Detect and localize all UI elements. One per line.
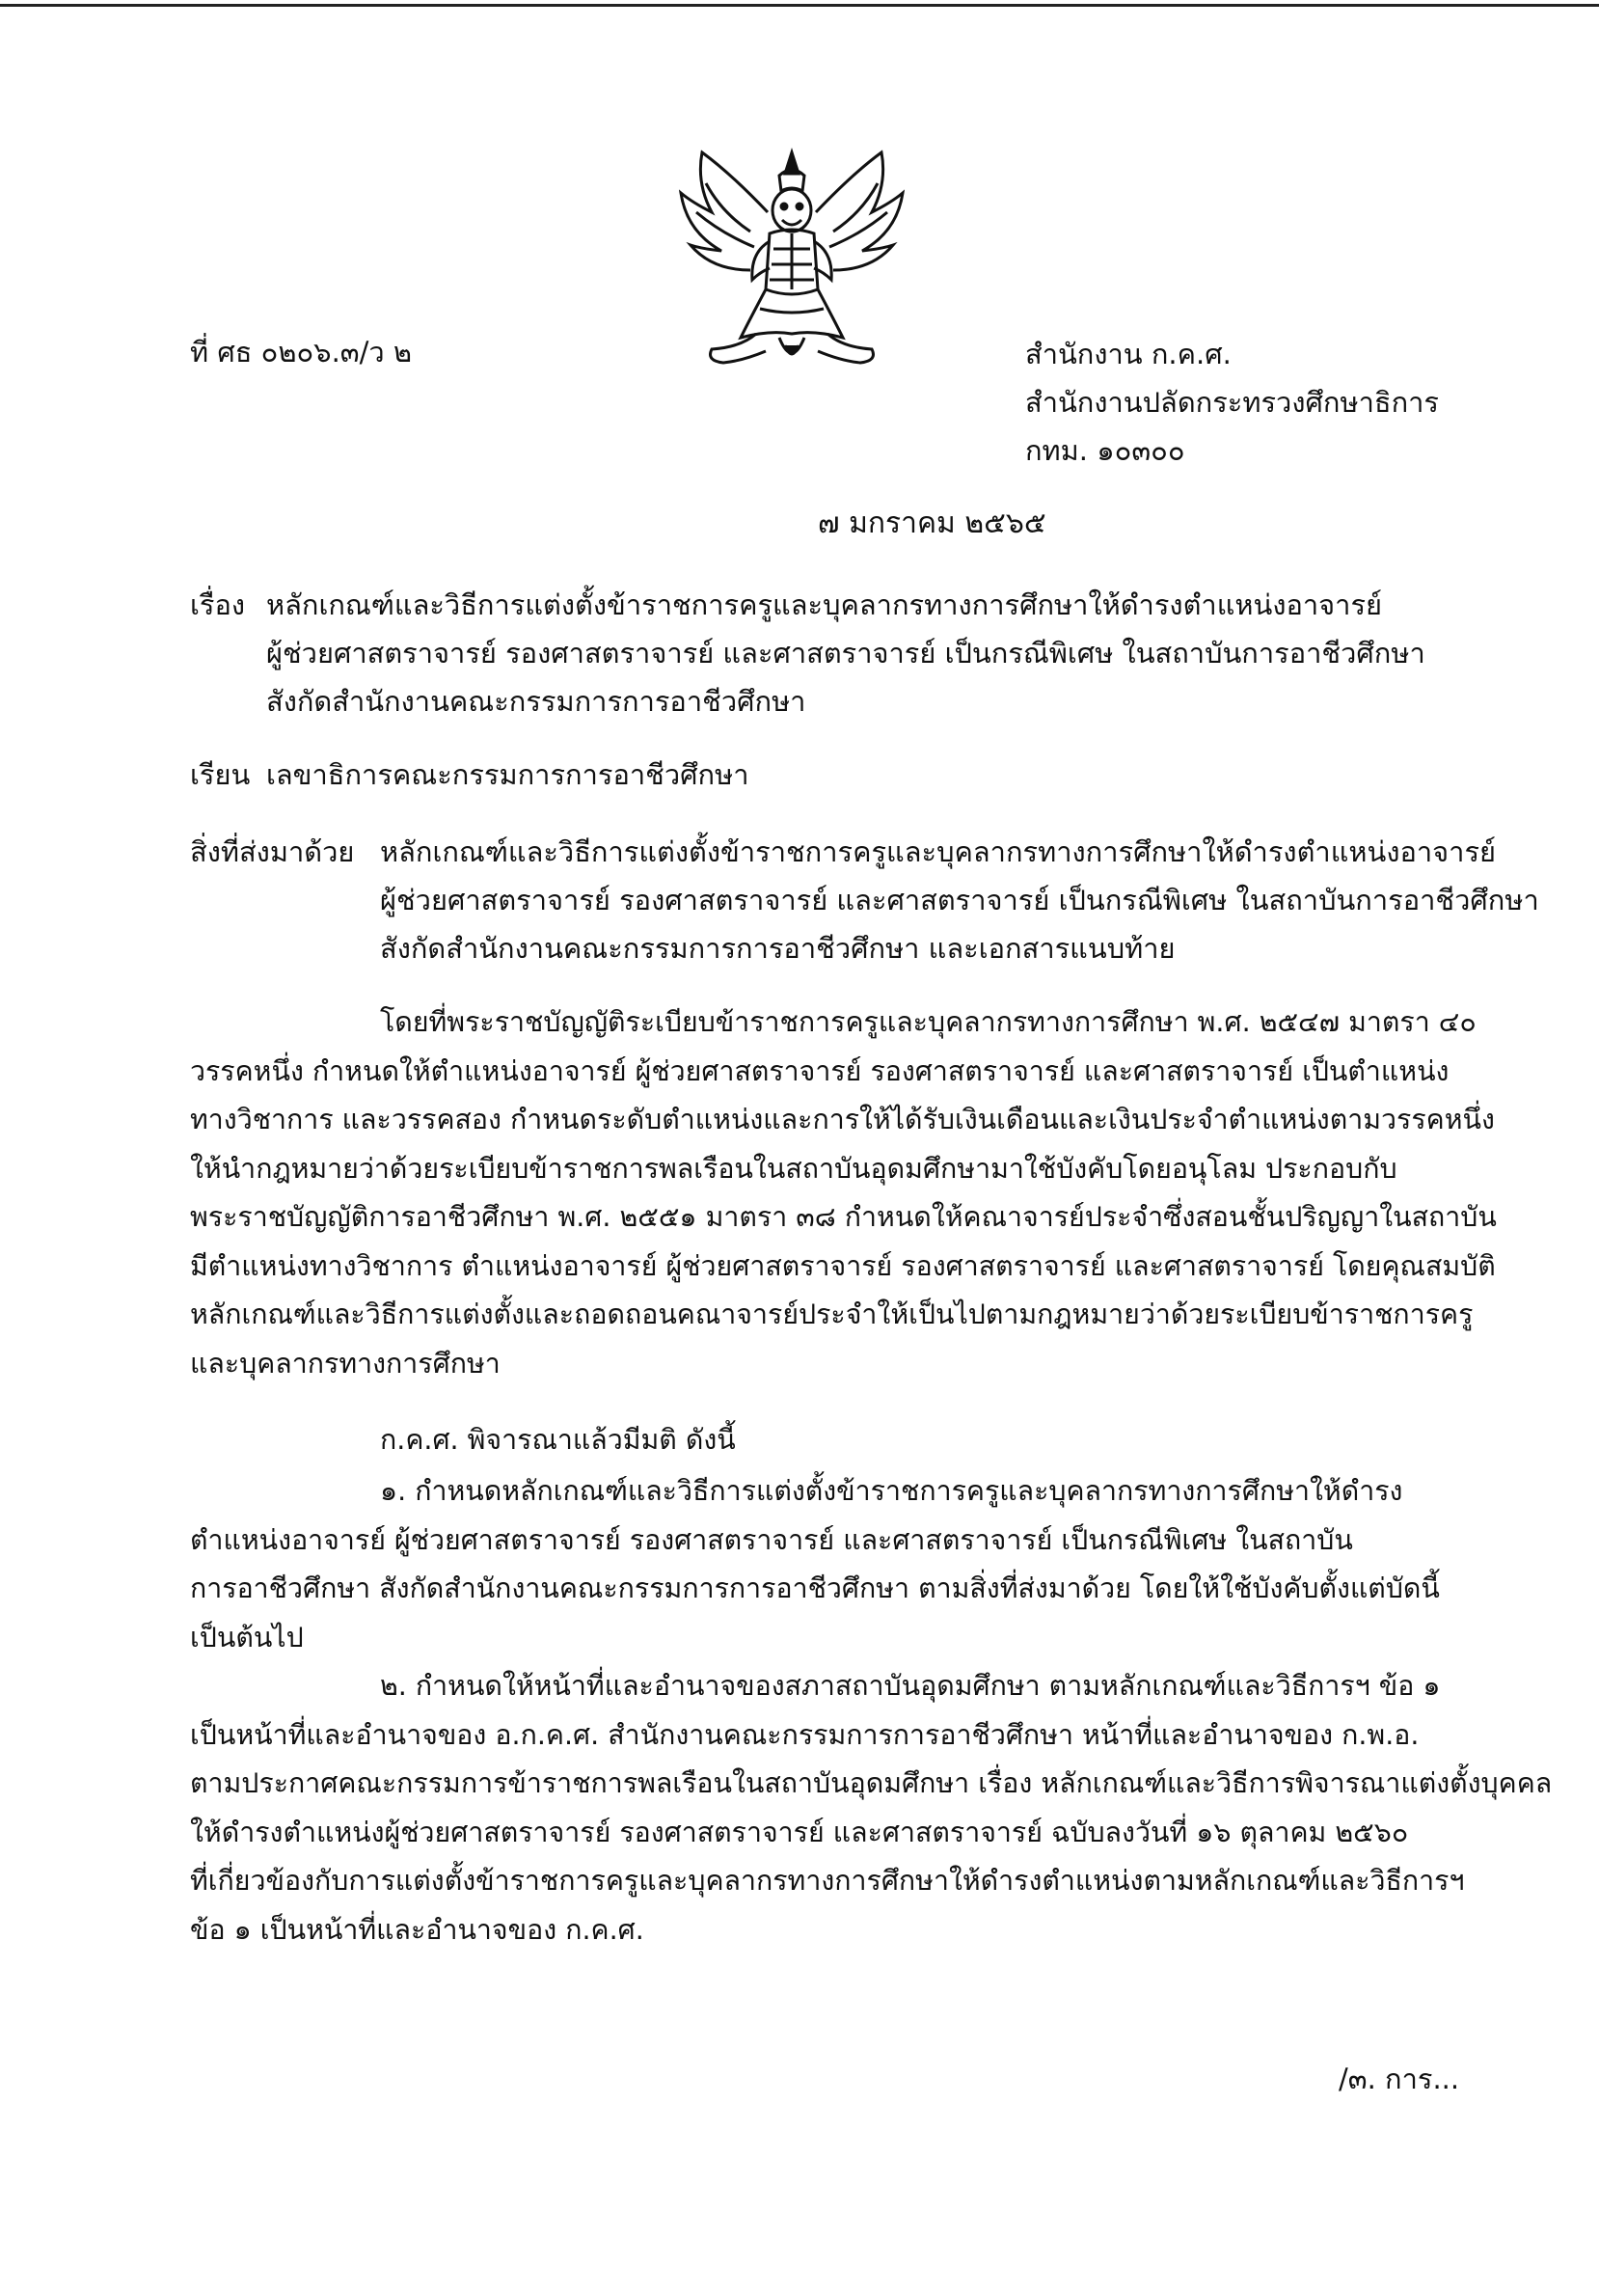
paragraph-line: เป็นต้นไป <box>190 1621 304 1654</box>
garuda-emblem-icon <box>673 145 910 376</box>
office-line: สำนักงาน ก.ค.ศ. <box>1025 338 1232 370</box>
paragraph-line: ทางวิชาการ และวรรคสอง กำหนดระดับตำแหน่งและการให้ได้รับเงินเดือนและเงินประจำตำแหน่งตามวรรคหนึ่ง <box>190 1104 1495 1135</box>
recipient-label: เรียน <box>190 758 251 791</box>
paragraph-line: โดยที่พระราชบัญญัติระเบียบข้าราชการครูและบุคลากรทางการศึกษา พ.ศ. ๒๕๔๗ มาตรา ๔๐ <box>380 1006 1477 1038</box>
sender-office-block <box>1025 330 1439 475</box>
paragraph-line: เป็นหน้าที่และอำนาจของ อ.ก.ค.ศ. สำนักงานคณะกรรมการการอาชีวศึกษา หน้าที่และอำนาจของ ก.พ.อ. <box>190 1718 1420 1751</box>
paragraph-line: การอาชีวศึกษา สังกัดสำนักงานคณะกรรมการการอาชีวศึกษา ตามสิ่งที่ส่งมาด้วย โดยให้ใช้บังคับตั้งแต่บัดนี้ <box>190 1572 1440 1604</box>
paragraph-line: ตำแหน่งอาจารย์ ผู้ช่วยศาสตราจารย์ รองศาสตราจารย์ และศาสตราจารย์ เป็นกรณีพิเศษ ในสถาบัน <box>190 1523 1353 1556</box>
paragraph-line: ๒. กำหนดให้หน้าที่และอำนาจของสภาสถาบันอุดมศึกษา ตามหลักเกณฑ์และวิธีการฯ ข้อ ๑ <box>380 1670 1441 1702</box>
paragraph-line: ข้อ ๑ เป็นหน้าที่และอำนาจของ ก.ค.ศ. <box>190 1913 644 1946</box>
paragraph-line: ที่เกี่ยวข้องกับการแต่งตั้งข้าราชการครูและบุคลากรทางการศึกษาให้ดำรงตำแหน่งตามหลักเกณฑ์และวิธีการฯ <box>190 1865 1465 1897</box>
paragraph-line: ให้นำกฎหมายว่าด้วยระเบียบข้าราชการพลเรือนในสถาบันอุดมศึกษามาใช้บังคับโดยอนุโลม ประกอบกับ <box>190 1152 1397 1185</box>
paragraph-line: มีตำแหน่งทางวิชาการ ตำแหน่งอาจารย์ ผู้ช่วยศาสตราจารย์ รองศาสตราจารย์ และศาสตราจารย์ โดยคุณสมบัติ <box>190 1249 1496 1282</box>
subject-label: เรื่อง <box>190 588 246 621</box>
paragraph-line: พระราชบัญญัติการอาชีวศึกษา พ.ศ. ๒๕๕๑ มาตรา ๓๘ กำหนดให้คณาจารย์ประจำซึ่งสอนชั้นปริญญาในสถาบัน <box>190 1201 1497 1233</box>
enclosure-line: สังกัดสำนักงานคณะกรรมการการอาชีวศึกษา และเอกสารแนบท้าย <box>380 932 1176 965</box>
paragraph-line: ตามประกาศคณะกรรมการข้าราชการพลเรือนในสถาบันอุดมศึกษา เรื่อง หลักเกณฑ์และวิธีการพิจารณาแต่งตั้งบุคคล <box>190 1767 1553 1799</box>
document-number: ที่ ศธ ๐๒๐๖.๓/ว ๒ <box>190 336 413 369</box>
resolution-item-2 <box>190 1662 1552 1954</box>
office-line: กทม. ๑๐๓๐๐ <box>1025 434 1185 467</box>
letter-date: ๗ มกราคม ๒๕๖๕ <box>818 506 1046 540</box>
enclosure-block <box>380 828 1539 972</box>
enclosure-label: สิ่งที่ส่งมาด้วย <box>190 835 355 868</box>
enclosure-line: ผู้ช่วยศาสตราจารย์ รองศาสตราจารย์ และศาสตราจารย์ เป็นกรณีพิเศษ ในสถาบันการอาชีวศึกษา <box>380 884 1539 916</box>
paragraph-line: และบุคลากรทางการศึกษา <box>190 1347 501 1380</box>
body-paragraph-1 <box>190 998 1497 1388</box>
enclosure-line: หลักเกณฑ์และวิธีการแต่งตั้งข้าราชการครูและบุคลากรทางการศึกษาให้ดำรงตำแหน่งอาจารย์ <box>380 835 1497 868</box>
subject-line: หลักเกณฑ์และวิธีการแต่งตั้งข้าราชการครูและบุคลากรทางการศึกษาให้ดำรงตำแหน่งอาจารย์ <box>266 588 1383 621</box>
subject-line: ผู้ช่วยศาสตราจารย์ รองศาสตราจารย์ และศาสตราจารย์ เป็นกรณีพิเศษ ในสถาบันการอาชีวศึกษา <box>266 637 1425 670</box>
paragraph-line: หลักเกณฑ์และวิธีการแต่งตั้งและถอดถอนคณาจารย์ประจำให้เป็นไปตามกฎหมายว่าด้วยระเบียบข้าราชการครู <box>190 1298 1474 1330</box>
paragraph-line: วรรคหนึ่ง กำหนดให้ตำแหน่งอาจารย์ ผู้ช่วยศาสตราจารย์ รองศาสตราจารย์ และศาสตราจารย์ เป็นตำแหน่ง <box>190 1054 1450 1087</box>
subject-block <box>266 581 1425 725</box>
paragraph-line: ให้ดำรงตำแหน่งผู้ช่วยศาสตราจารย์ รองศาสตราจารย์ และศาสตราจารย์ ฉบับลงวันที่ ๑๖ ตุลาคม ๒๕๖๐ <box>190 1816 1409 1848</box>
office-line: สำนักงานปลัดกระทรวงศึกษาธิการ <box>1025 386 1439 419</box>
paragraph-line: ๑. กำหนดหลักเกณฑ์และวิธีการแต่งตั้งข้าราชการครูและบุคลากรทางการศึกษาให้ดำรง <box>380 1475 1403 1507</box>
subject-line: สังกัดสำนักงานคณะกรรมการการอาชีวศึกษา <box>266 685 806 718</box>
recipient-name: เลขาธิการคณะกรรมการการอาชีวศึกษา <box>266 758 749 791</box>
page-continuation: /๓. การ... <box>1339 2063 1460 2095</box>
resolution-item-1 <box>190 1467 1440 1662</box>
top-border-line <box>0 4 1599 7</box>
resolution-heading: ก.ค.ศ. พิจารณาแล้วมีมติ ดังนี้ <box>380 1424 736 1456</box>
